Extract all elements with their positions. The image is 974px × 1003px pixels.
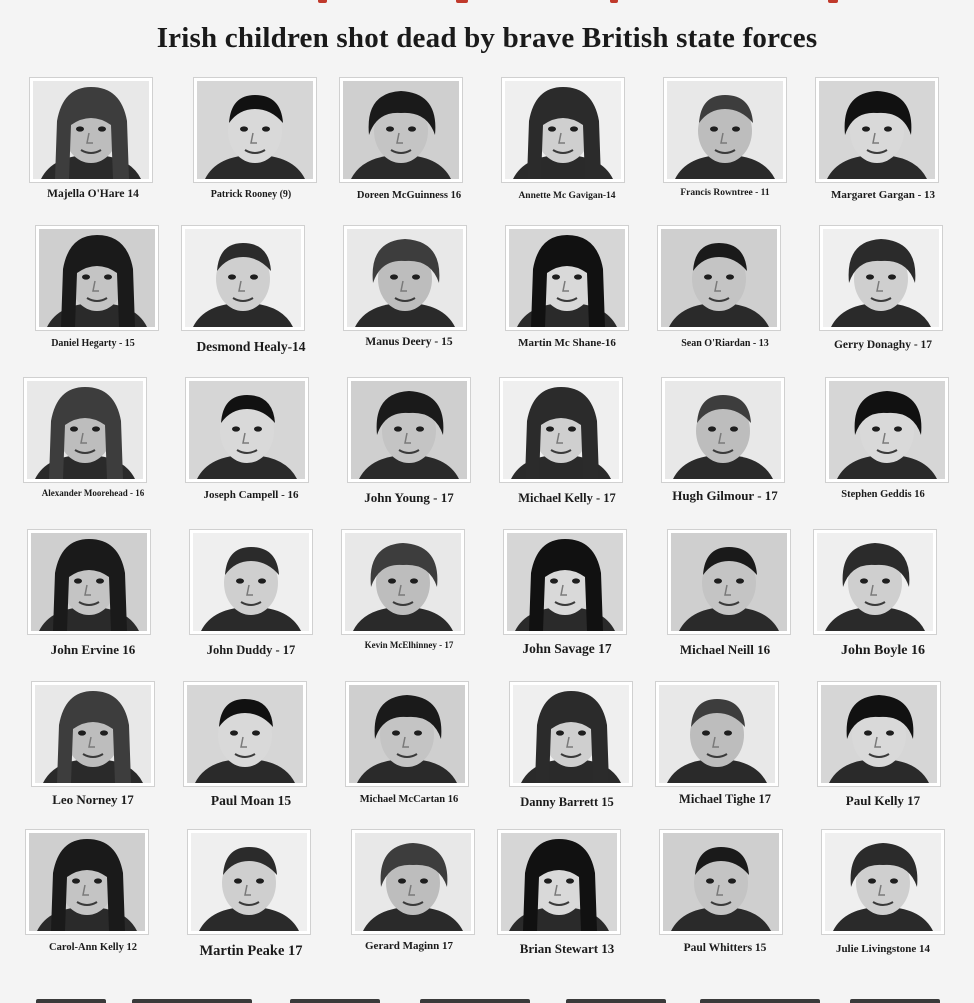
portrait-caption: Leo Norney 17	[52, 792, 134, 807]
portrait-caption: Desmond Healy-14	[196, 339, 306, 354]
portrait-caption: John Savage 17	[522, 641, 612, 656]
portrait-caption: Joseph Campell - 16	[203, 489, 299, 501]
portrait-card	[488, 70, 646, 220]
portrait-photo	[500, 378, 622, 482]
portrait-photo	[182, 226, 304, 330]
portrait-card	[488, 522, 646, 672]
portrait-card	[488, 218, 646, 368]
bottom-cropped-text	[0, 993, 974, 1003]
portrait-card	[330, 522, 488, 672]
portrait-caption: Michael McCartan 16	[359, 794, 459, 805]
portrait-card	[646, 370, 804, 520]
portrait-photo	[190, 530, 312, 634]
portrait-card	[804, 522, 962, 672]
portrait-caption: Manus Deery - 15	[365, 336, 453, 348]
poster-title: Irish children shot dead by brave British state forces	[156, 22, 818, 54]
portrait-card	[646, 674, 804, 824]
portrait-card	[14, 70, 172, 220]
portrait-photo	[502, 78, 624, 182]
portrait-photo	[26, 830, 148, 934]
top-cropped-text	[0, 0, 974, 8]
portrait-photo	[188, 830, 310, 934]
portrait-caption: John Young - 17	[364, 490, 454, 505]
portrait-card	[330, 370, 488, 520]
portrait-caption: Julie Livingstone 14	[835, 943, 931, 955]
portrait-photo	[660, 830, 782, 934]
portrait-caption: Majella O'Hare 14	[47, 188, 139, 200]
portrait-caption: Stephen Geddis 16	[841, 489, 925, 500]
portrait-caption: Francis Rowntree - 11	[680, 188, 770, 198]
portrait-caption: Doreen McGuinness 16	[356, 190, 462, 201]
portrait-caption: Carol-Ann Kelly 12	[49, 942, 137, 953]
portrait-photo	[820, 226, 942, 330]
portrait-photo	[30, 78, 152, 182]
portrait-photo	[498, 830, 620, 934]
portrait-photo	[816, 78, 938, 182]
portrait-card	[14, 370, 172, 520]
portrait-photo	[656, 682, 778, 786]
portrait-caption: John Duddy - 17	[206, 643, 296, 657]
portrait-caption: Alexander Moorehead - 16	[41, 488, 145, 498]
portrait-caption: Patrick Rooney (9)	[210, 189, 292, 200]
portrait-caption: Paul Kelly 17	[845, 793, 921, 808]
portrait-photo	[664, 78, 786, 182]
portrait-card	[646, 522, 804, 672]
portrait-card	[14, 522, 172, 672]
portrait-card	[14, 822, 172, 972]
portrait-photo	[814, 530, 936, 634]
portrait-photo	[194, 78, 316, 182]
portrait-card	[804, 822, 962, 972]
portrait-photo	[24, 378, 146, 482]
portrait-photo	[342, 530, 464, 634]
portrait-caption: Michael Neill 16	[679, 642, 771, 657]
portrait-photo	[668, 530, 790, 634]
portrait-card	[172, 822, 330, 972]
portrait-card	[14, 218, 172, 368]
portrait-caption: Annette Mc Gavigan-14	[518, 191, 616, 201]
portrait-caption: Margaret Gargan - 13	[831, 189, 935, 201]
portrait-caption: Kevin McElhinney - 17	[364, 640, 454, 650]
portrait-photo	[348, 378, 470, 482]
portrait-caption: John Ervine 16	[50, 642, 136, 657]
portrait-photo	[36, 226, 158, 330]
portrait-photo	[510, 682, 632, 786]
portrait-card	[172, 370, 330, 520]
portrait-card	[804, 70, 962, 220]
portrait-caption: Hugh Gilmour - 17	[672, 488, 778, 503]
portrait-caption: Sean O'Riardan - 13	[681, 338, 769, 349]
portrait-caption: Paul Moan 15	[210, 793, 292, 808]
portrait-card	[646, 822, 804, 972]
portrait-card	[804, 218, 962, 368]
portrait-photo	[822, 830, 944, 934]
portrait-card	[172, 70, 330, 220]
portrait-caption: Gerard Maginn 17	[365, 940, 453, 952]
portrait-card	[330, 674, 488, 824]
portrait-card	[646, 70, 804, 220]
portrait-card	[330, 70, 488, 220]
portrait-card	[646, 218, 804, 368]
portrait-card	[488, 822, 646, 972]
portrait-caption: Martin Mc Shane-16	[518, 337, 616, 349]
portrait-card	[330, 822, 488, 972]
portrait-caption: Michael Tighe 17	[679, 792, 771, 806]
portrait-caption: John Boyle 16	[840, 643, 925, 658]
portrait-card	[330, 218, 488, 368]
portrait-caption: Paul Whitters 15	[683, 942, 767, 954]
portrait-card	[488, 370, 646, 520]
portrait-card	[14, 674, 172, 824]
portrait-photo	[340, 78, 462, 182]
portrait-caption: Brian Stewart 13	[519, 941, 615, 956]
portrait-photo	[504, 530, 626, 634]
portrait-card	[488, 674, 646, 824]
portrait-photo	[818, 682, 940, 786]
portrait-photo	[346, 682, 468, 786]
portrait-caption: Martin Peake 17	[199, 943, 303, 959]
portrait-photo	[658, 226, 780, 330]
portrait-caption: Danny Barrett 15	[520, 795, 614, 809]
portrait-photo	[826, 378, 948, 482]
portrait-card	[172, 522, 330, 672]
portrait-caption: Michael Kelly - 17	[518, 491, 616, 505]
portrait-photo	[352, 830, 474, 934]
portrait-grid	[14, 70, 960, 975]
portrait-photo	[184, 682, 306, 786]
portrait-card	[804, 674, 962, 824]
portrait-photo	[506, 226, 628, 330]
portrait-card	[804, 370, 962, 520]
portrait-photo	[662, 378, 784, 482]
portrait-caption: Daniel Hegarty - 15	[51, 338, 135, 349]
portrait-photo	[28, 530, 150, 634]
portrait-photo	[344, 226, 466, 330]
portrait-caption: Gerry Donaghy - 17	[833, 339, 933, 351]
portrait-card	[172, 674, 330, 824]
portrait-photo	[186, 378, 308, 482]
portrait-card	[172, 218, 330, 368]
portrait-photo	[32, 682, 154, 786]
